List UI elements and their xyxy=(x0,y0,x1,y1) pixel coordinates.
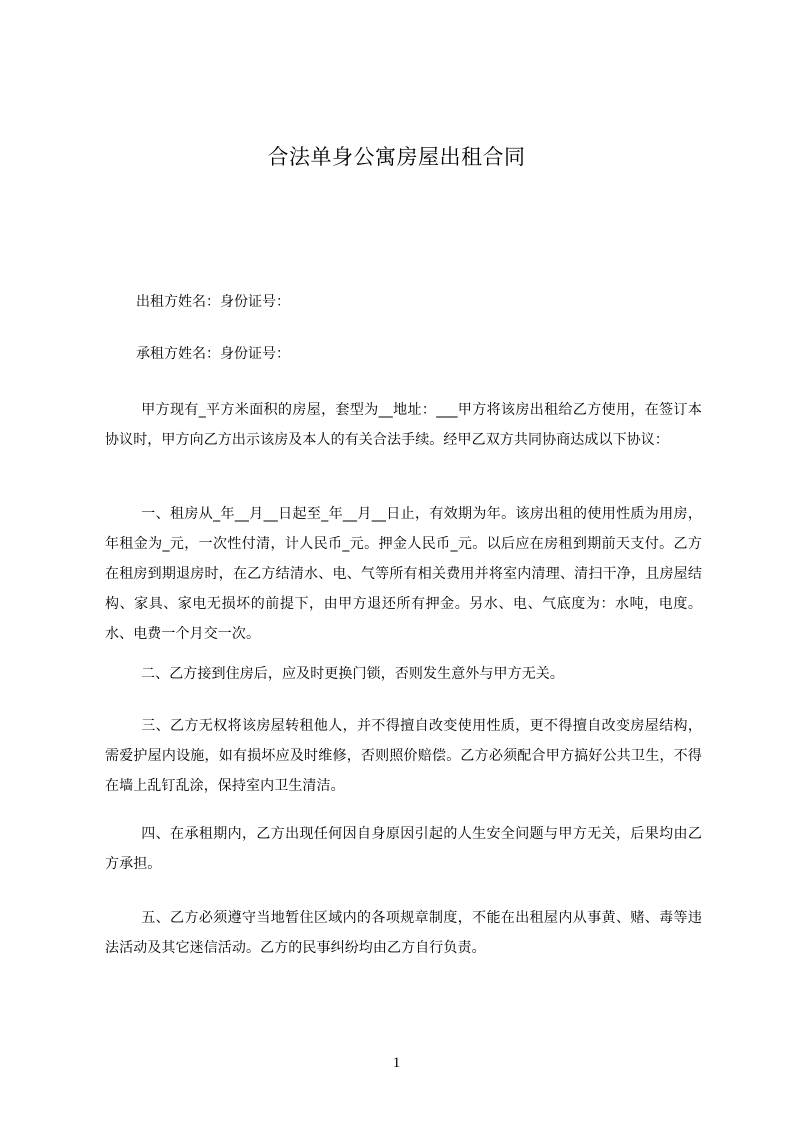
clause-3 xyxy=(105,711,702,801)
lessee-line: 承租方姓名：身份证号： xyxy=(136,346,290,362)
clause-5 xyxy=(105,903,702,963)
intro-paragraph-text: 甲方现有_平方米面积的房屋，套型为__地址：___甲方将该房出租给乙方使用，在签订本协议时，甲方向乙方出示该房及本人的有关合法手续。经甲乙双方共同协商达成以下协议： xyxy=(105,402,702,448)
page-number: 1 xyxy=(392,1055,401,1071)
clause-1 xyxy=(105,499,702,649)
page-title: 合法单身公寓房屋出租合同 xyxy=(267,145,526,169)
clause-1-text: 一、租房从_年__月__日起至_年__月__日止，有效期为年。该房出租的使用性质为用房，年租金为_元，一次性付清，计人民币_元。押金人民币_元。以后应在房租到期前天支付。乙方在租房到期退房时，在乙方结清水、电、气等所有相关费用并将室内清理、清扫干净，且房屋结构、家具、家电无损坏的前提下，由甲方退还所有押金。另水、电、气底度为：水吨，电度。水、电费一个月交一次。 xyxy=(105,506,702,642)
intro-paragraph xyxy=(105,395,702,455)
clause-4-text: 四、在承租期内，乙方出现任何因自身原因引起的人生安全问题与甲方无关，后果均由乙方承担。 xyxy=(105,826,702,872)
clause-3-text: 三、乙方无权将该房屋转租他人，并不得擅自改变使用性质，更不得擅自改变房屋结构，需爱护屋内设施，如有损坏应及时维修，否则照价赔偿。乙方必须配合甲方搞好公共卫生，不得在墙上乱钉乱涂，保持室内卫生清洁。 xyxy=(105,718,702,794)
clause-4 xyxy=(105,819,702,879)
clause-5-text: 五、乙方必须遵守当地暂住区域内的各项规章制度，不能在出租屋内从事黄、赌、毒等违法活动及其它迷信活动。乙方的民事纠纷均由乙方自行负责。 xyxy=(105,910,702,956)
lessor-line: 出租方姓名：身份证号： xyxy=(136,294,290,310)
clause-2-text: 二、乙方接到住房后，应及时更换门锁，否则发生意外与甲方无关。 xyxy=(141,666,564,682)
clause-2 xyxy=(105,659,702,689)
